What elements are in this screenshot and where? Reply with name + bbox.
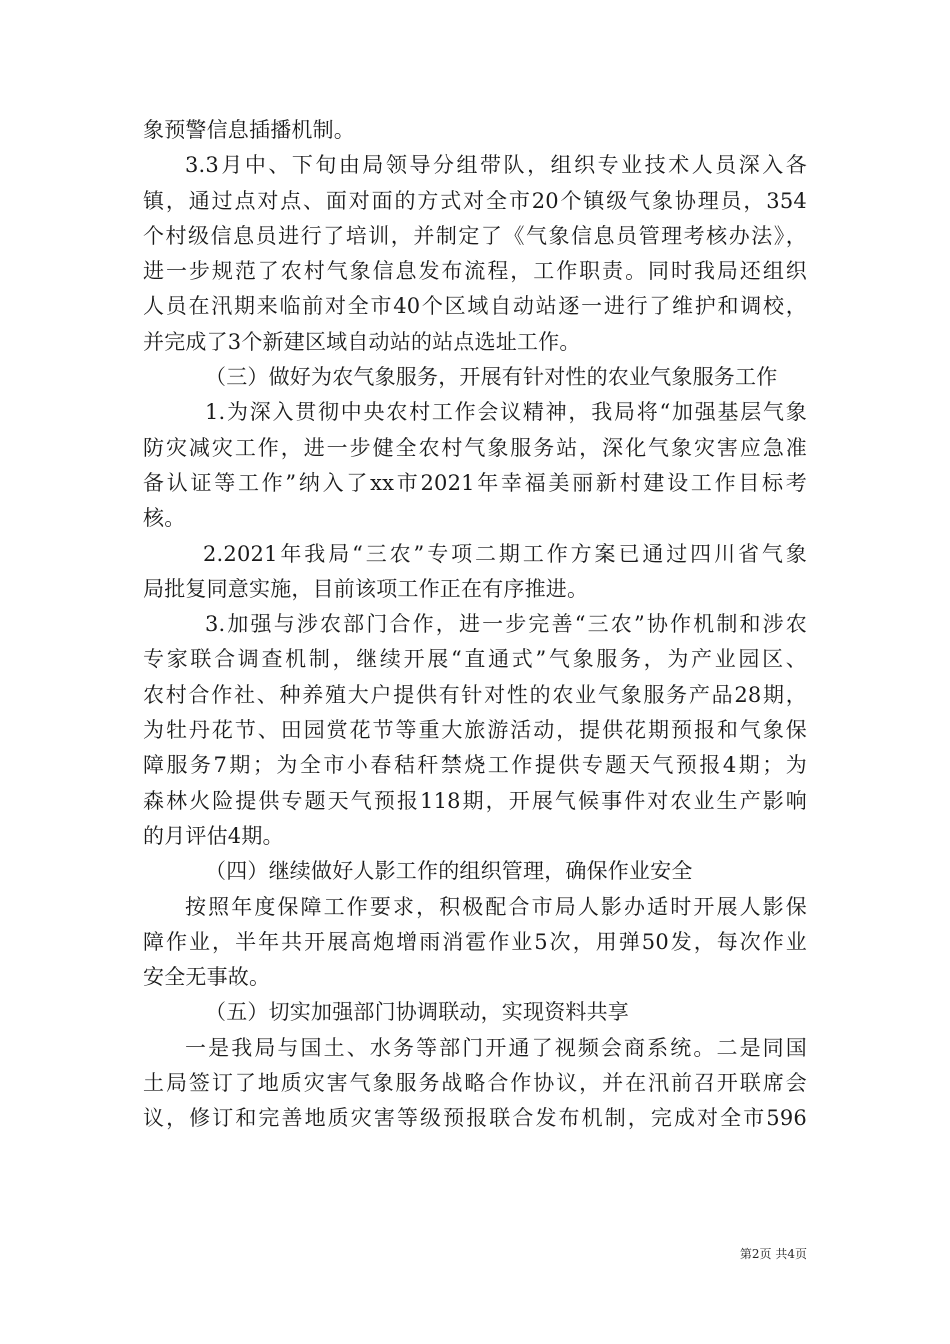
text-line: 2.2021年我局“三农”专项二期工作方案已通过四川省气象 xyxy=(203,541,807,566)
text-line: 3.3月中、下旬由局领导分组带队，组织专业技术人员深入各 xyxy=(185,153,807,178)
text-line: 核。 xyxy=(143,506,186,531)
text-line: 安全无事故。 xyxy=(143,965,271,990)
text-line: 议，修订和完善地质灾害等级预报联合发布机制，完成对全市596 xyxy=(143,1106,807,1131)
text-line: 进一步规范了农村气象信息发布流程，工作职责。同时我局还组织 xyxy=(143,259,807,284)
text-line: 镇，通过点对点、面对面的方式对全市20个镇级气象协理员，354 xyxy=(143,188,807,213)
document-body xyxy=(143,113,807,1137)
text-line: 农村合作社、种养殖大户提供有针对性的农业气象服务产品28期， xyxy=(143,682,807,707)
text-line: 土局签订了地质灾害气象服务战略合作协议，并在汛前召开联席会 xyxy=(143,1071,807,1096)
text-line: 局批复同意实施，目前该项工作正在有序推进。 xyxy=(143,576,589,601)
text-line: 象预警信息插播机制。 xyxy=(143,118,355,142)
text-line: 为牡丹花节、田园赏花节等重大旅游活动，提供花期预报和气象保 xyxy=(143,718,807,743)
text-line: 障服务7期；为全市小春秸秆禁烧工作提供专题天气预报4期；为 xyxy=(143,753,807,778)
section-heading: （三）做好为农气象服务，开展有针对性的农业气象服务工作 xyxy=(205,365,778,390)
text-line: 防灾减灾工作，进一步健全农村气象服务站，深化气象灾害应急准 xyxy=(143,435,807,460)
text-line: 1.为深入贯彻中央农村工作会议精神，我局将“加强基层气象 xyxy=(205,400,807,425)
text-line: 专家联合调查机制，继续开展“直通式”气象服务，为产业园区、 xyxy=(143,647,807,672)
section-heading: （五）切实加强部门协调联动，实现资料共享 xyxy=(205,1000,629,1025)
text-line: 备认证等工作”纳入了xx市2021年幸福美丽新村建设工作目标考 xyxy=(143,470,807,495)
page-number: 第2页 共4页 xyxy=(739,1247,807,1261)
text-line: 森林火险提供专题天气预报118期，开展气候事件对农业生产影响 xyxy=(143,788,807,813)
text-line: 并完成了3个新建区域自动站的站点选址工作。 xyxy=(143,329,581,354)
text-line: 障作业，半年共开展高炮增雨消雹作业5次，用弹50发，每次作业 xyxy=(143,929,807,954)
text-line: 的月评估4期。 xyxy=(143,823,284,848)
text-line: 一是我局与国土、水务等部门开通了视频会商系统。二是同国 xyxy=(185,1035,807,1060)
text-line: 人员在汛期来临前对全市40个区域自动站逐一进行了维护和调校， xyxy=(143,294,807,319)
text-line: 个村级信息员进行了培训，并制定了《气象信息员管理考核办法》， xyxy=(143,223,807,248)
section-heading: （四）继续做好人影工作的组织管理，确保作业安全 xyxy=(205,859,693,884)
text-line: 按照年度保障工作要求，积极配合市局人影办适时开展人影保 xyxy=(185,894,807,919)
text-line: 3.加强与涉农部门合作，进一步完善“三农”协作机制和涉农 xyxy=(205,612,807,637)
